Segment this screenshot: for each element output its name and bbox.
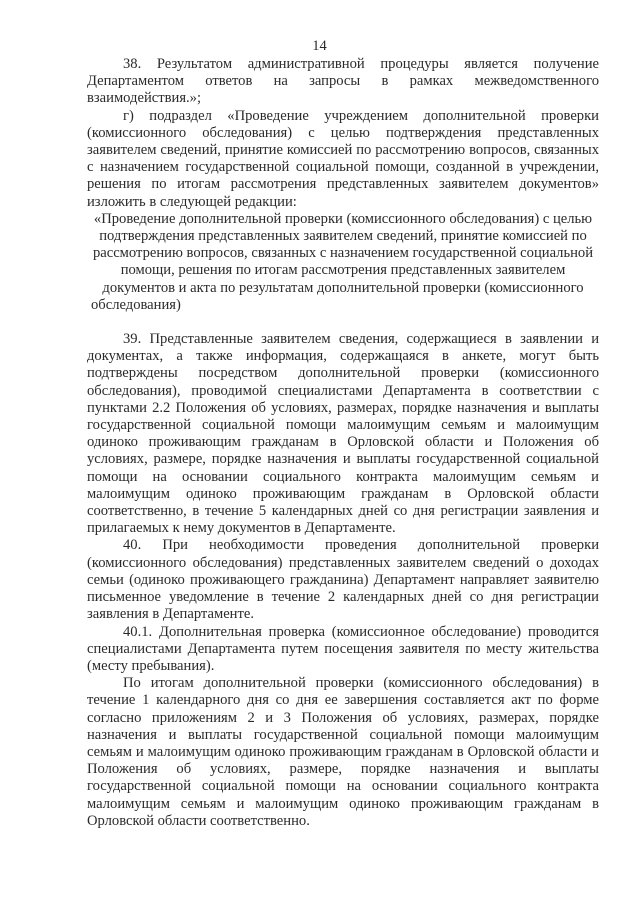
paragraph-39: 39. Представленные заявителем сведения, содержащиеся в заявлении и документах, а также информация, содержащаяся в анкете, могут быть подтверждены посредством дополнительной проверки (комиссионного обследования), проводимой специалистами Департамента в соответствии с пунктами 2.2 Положения об условиях, размерах, порядке назначения и выплаты государственной социальной помощи малоимущим семьям и малоимущим одиноко проживающим гражданам в Орловской области и Положения об условиях, размере, порядке назначения и выплаты государственной социальной помощи на основании социального контракта малоимущим семьям и малоимущим одиноко проживающим гражданам в Орловской области соответственно, в течение 5 календарных дней со дня регистрации заявления и прилагаемых к нему документов в Департаменте. [87, 331, 599, 537]
page-number: 14 [312, 38, 327, 54]
document-body [87, 56, 599, 830]
paragraph-inspection-results: По итогам дополнительной проверки (комиссионного обследования) в течение 1 календарного дня со дня ее завершения составляется акт по форме согласно приложениям 2 и 3 Положения об условиях, размерах, порядке назначения и выплаты государственной социальной помощи малоимущим семьям и малоимущим одиноко проживающим гражданам в Орловской области и Положения об условиях, размере, порядке назначения и выплаты государственной социальной помощи на основании социального контракта малоимущим семьям и малоимущим одиноко проживающим гражданам в Орловской области соответственно. [87, 675, 599, 829]
subsection-heading: «Проведение дополнительной проверки (комиссионного обследования) с целью подтверждения представленных заявителем сведений, принятие комиссией по рассмотрению вопросов, связанных с назначением государственной социальной помощи, решения по итогам рассмотрения представленных заявителем документов и акта по результатам дополнительной проверки (комиссионного обследования) [91, 210, 594, 313]
paragraph-38: 38. Результатом административной процедуры является получение Департаментом ответов на запросы в рамках межведомственного взаимодействия.»; [87, 56, 599, 107]
paragraph-40-1: 40.1. Дополнительная проверка (комиссионное обследование) проводится специалистами Департамента путем посещения заявителя по месту жительства (месту пребывания). [87, 623, 599, 674]
paragraph-subsection-g: г) подраздел «Проведение учреждением дополнительной проверки (комиссионного обследования) с целью подтверждения представленных заявителем сведений, принятие комиссией по рассмотрению вопросов, связанных с назначением государственной социальной помощи, созданной в учреждении, решения по итогам рассмотрения представленных заявителем документов» изложить в следующей редакции: [87, 107, 599, 210]
spacer [87, 314, 599, 331]
paragraph-40: 40. При необходимости проведения дополнительной проверки (комиссионного обследования) представленных заявителем сведений о доходах семьи (одиноко проживающего гражданина) Департамент направляет заявителю письменное уведомление в течение 2 календарных дней со дня регистрации заявления в Департаменте. [87, 537, 599, 623]
